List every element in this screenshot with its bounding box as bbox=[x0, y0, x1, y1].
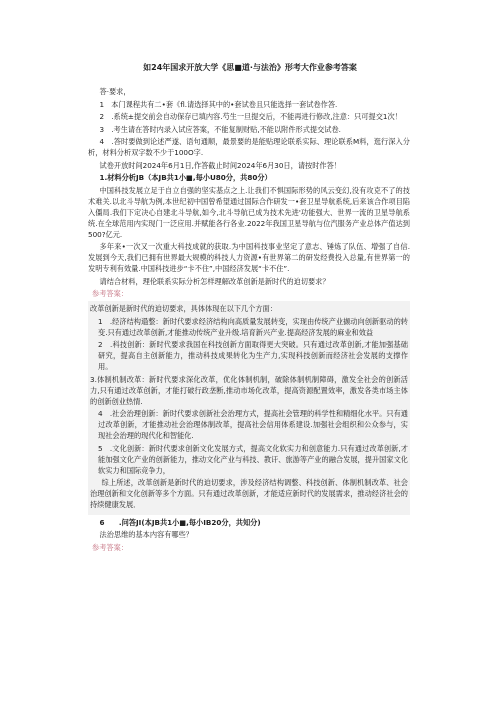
answer-paragraph: 5 .文化创新：新时代要求创新文化发展方式，提高文化软实力和创意能力.只有通过改革创新,才能加强文化产业的创新能力，推动文化产业与科技、教讦、旅游等产业的融合发展，提升国家文化软实力和国际竞争力， bbox=[98, 443, 408, 475]
document-title: 如24年国求开放大学《思■道·与法治》形考大作业参考答案 bbox=[143, 63, 357, 72]
requirement-item: 2 .系统±提交前会自动保存已填内容.芍生一旦提交后，不能再进行修改,注意：只可提交1次！ bbox=[99, 112, 402, 121]
reference-answer-label: 参考答案： bbox=[92, 542, 128, 552]
answer-summary: 综上所述，改革创新是新时代的迫切要求，涉及经济结构调整、科技创新、体制机制改革、社会治理创新和文化创新等多个方面。只有通过改革创新，才能适应新时代的发展需求，推动经济社会的持续健康发展． bbox=[90, 478, 408, 509]
document-body bbox=[88, 86, 410, 554]
question-2-prompt: 法治思维的基本内容有哪些？ bbox=[99, 530, 193, 539]
answer-paragraph: 改革创新是新时代的迫切要求，具体体现在以下几个方面： bbox=[90, 304, 277, 313]
answer-paragraph: 2 .科技创新：新时代要求我国在科技创新方面取得更大突破。只有通过改革创新,才能加强基础研究，提高自主创新能力，推动科技成果转化为生产力,实现科技创新而经济社会发展的支撑作用。 bbox=[98, 340, 408, 371]
answer-paragraph: 1 .经济结构遢整：新时代要求经济结构向高质量发展转变，实现由传统产业撷动向创新驱动的转变.只有通过改革创新,才能推动传统产业升级.培育新兴产业.提高经济发展的麻业和效益 bbox=[98, 316, 408, 337]
requirement-item: 4 .答时要做到论述严遂、语句通顺，最景要的是能贴理论联系实际、理论联系M料，逛行深入分析，材料分析双字数不少于100O字. bbox=[88, 137, 410, 157]
answer-box bbox=[88, 301, 410, 515]
requirement-item: 1 本门课程共有二•套《fl.请选择其中的•套试卷且只能选择一套试卷作答. bbox=[99, 99, 338, 109]
reference-answer-label: 参考答案： bbox=[92, 289, 128, 298]
question-1-prompt: 请结合材料，理伦联系实际分析怎样理解改革创新是新时代的迫切要求？ bbox=[99, 276, 330, 286]
answer-paragraph: 3.体制机制改革：新时代要求深化改革，优化体制机制，破除体制机制障碍，激发全社会的创新活力,只有通过改革创新，才能打破行政垄断,推动市场化改革，提高资源配置效率，激发各类市场主体的创新创业热情. bbox=[90, 374, 408, 406]
requirement-item: 3 .考生请在答时内录入试应答案，不能复制财贴,不能以附件形式提交试卷. bbox=[99, 124, 341, 134]
material-paragraph: 多年来•一次又一次重大科技成就的获取.为中国科技事业坚定了意志、锤炼了队伍、增强了自信.发展到今天,我们已拥有世界最大规模的科技人力资源•有世界第二的研发经费投入总量,有世界第一的发明专利有效量.中国科技进步“卡不住”,中国经济发展“卡不住”. bbox=[88, 242, 410, 273]
answer-paragraph: 4 .社会治理创新：新时代要求创新社会治理方式，提高社会管理的科学性和精细化水平。只有通过改革创新，才能推动社会治理体制改革，提高社会信用体系建设.加强社会组织和公众参与，实现社会治理的现代化和智能化. bbox=[98, 409, 408, 440]
question-2-heading: 6 .问答JI(本JB共1小■,每小IB20分，共知分) bbox=[99, 517, 261, 527]
material-paragraph: 中国科技发展立足于自立自强的坚实基点之上.让我们不惧国际形势的风云变幻,没有攻克不了的技术难关.以北斗导航为例,本世纪初中国曾希望通过国际合作研发一•套卫星导航系统,后来该合作项目陷入僵局.我们下定决心自建北斗导航,如今,北斗导航已成为技术先进'功能强大、世界一流的卫星导航系统.在全球范用内实现门一泛应用.并赋能各行各业.2022年我国卫星导航与位汽服务产业总体产值达到500?亿元. bbox=[88, 185, 410, 239]
exam-time-note: 试卷开放时间2024年6月1日,作答截止时间2024年6月30日，请按时作答！ bbox=[99, 160, 341, 170]
question-1-heading: 1.材料分析JB（本JB共1小■,每小U80分，共80分） bbox=[99, 173, 272, 182]
requirements-heading: 答·要求， bbox=[99, 87, 131, 96]
